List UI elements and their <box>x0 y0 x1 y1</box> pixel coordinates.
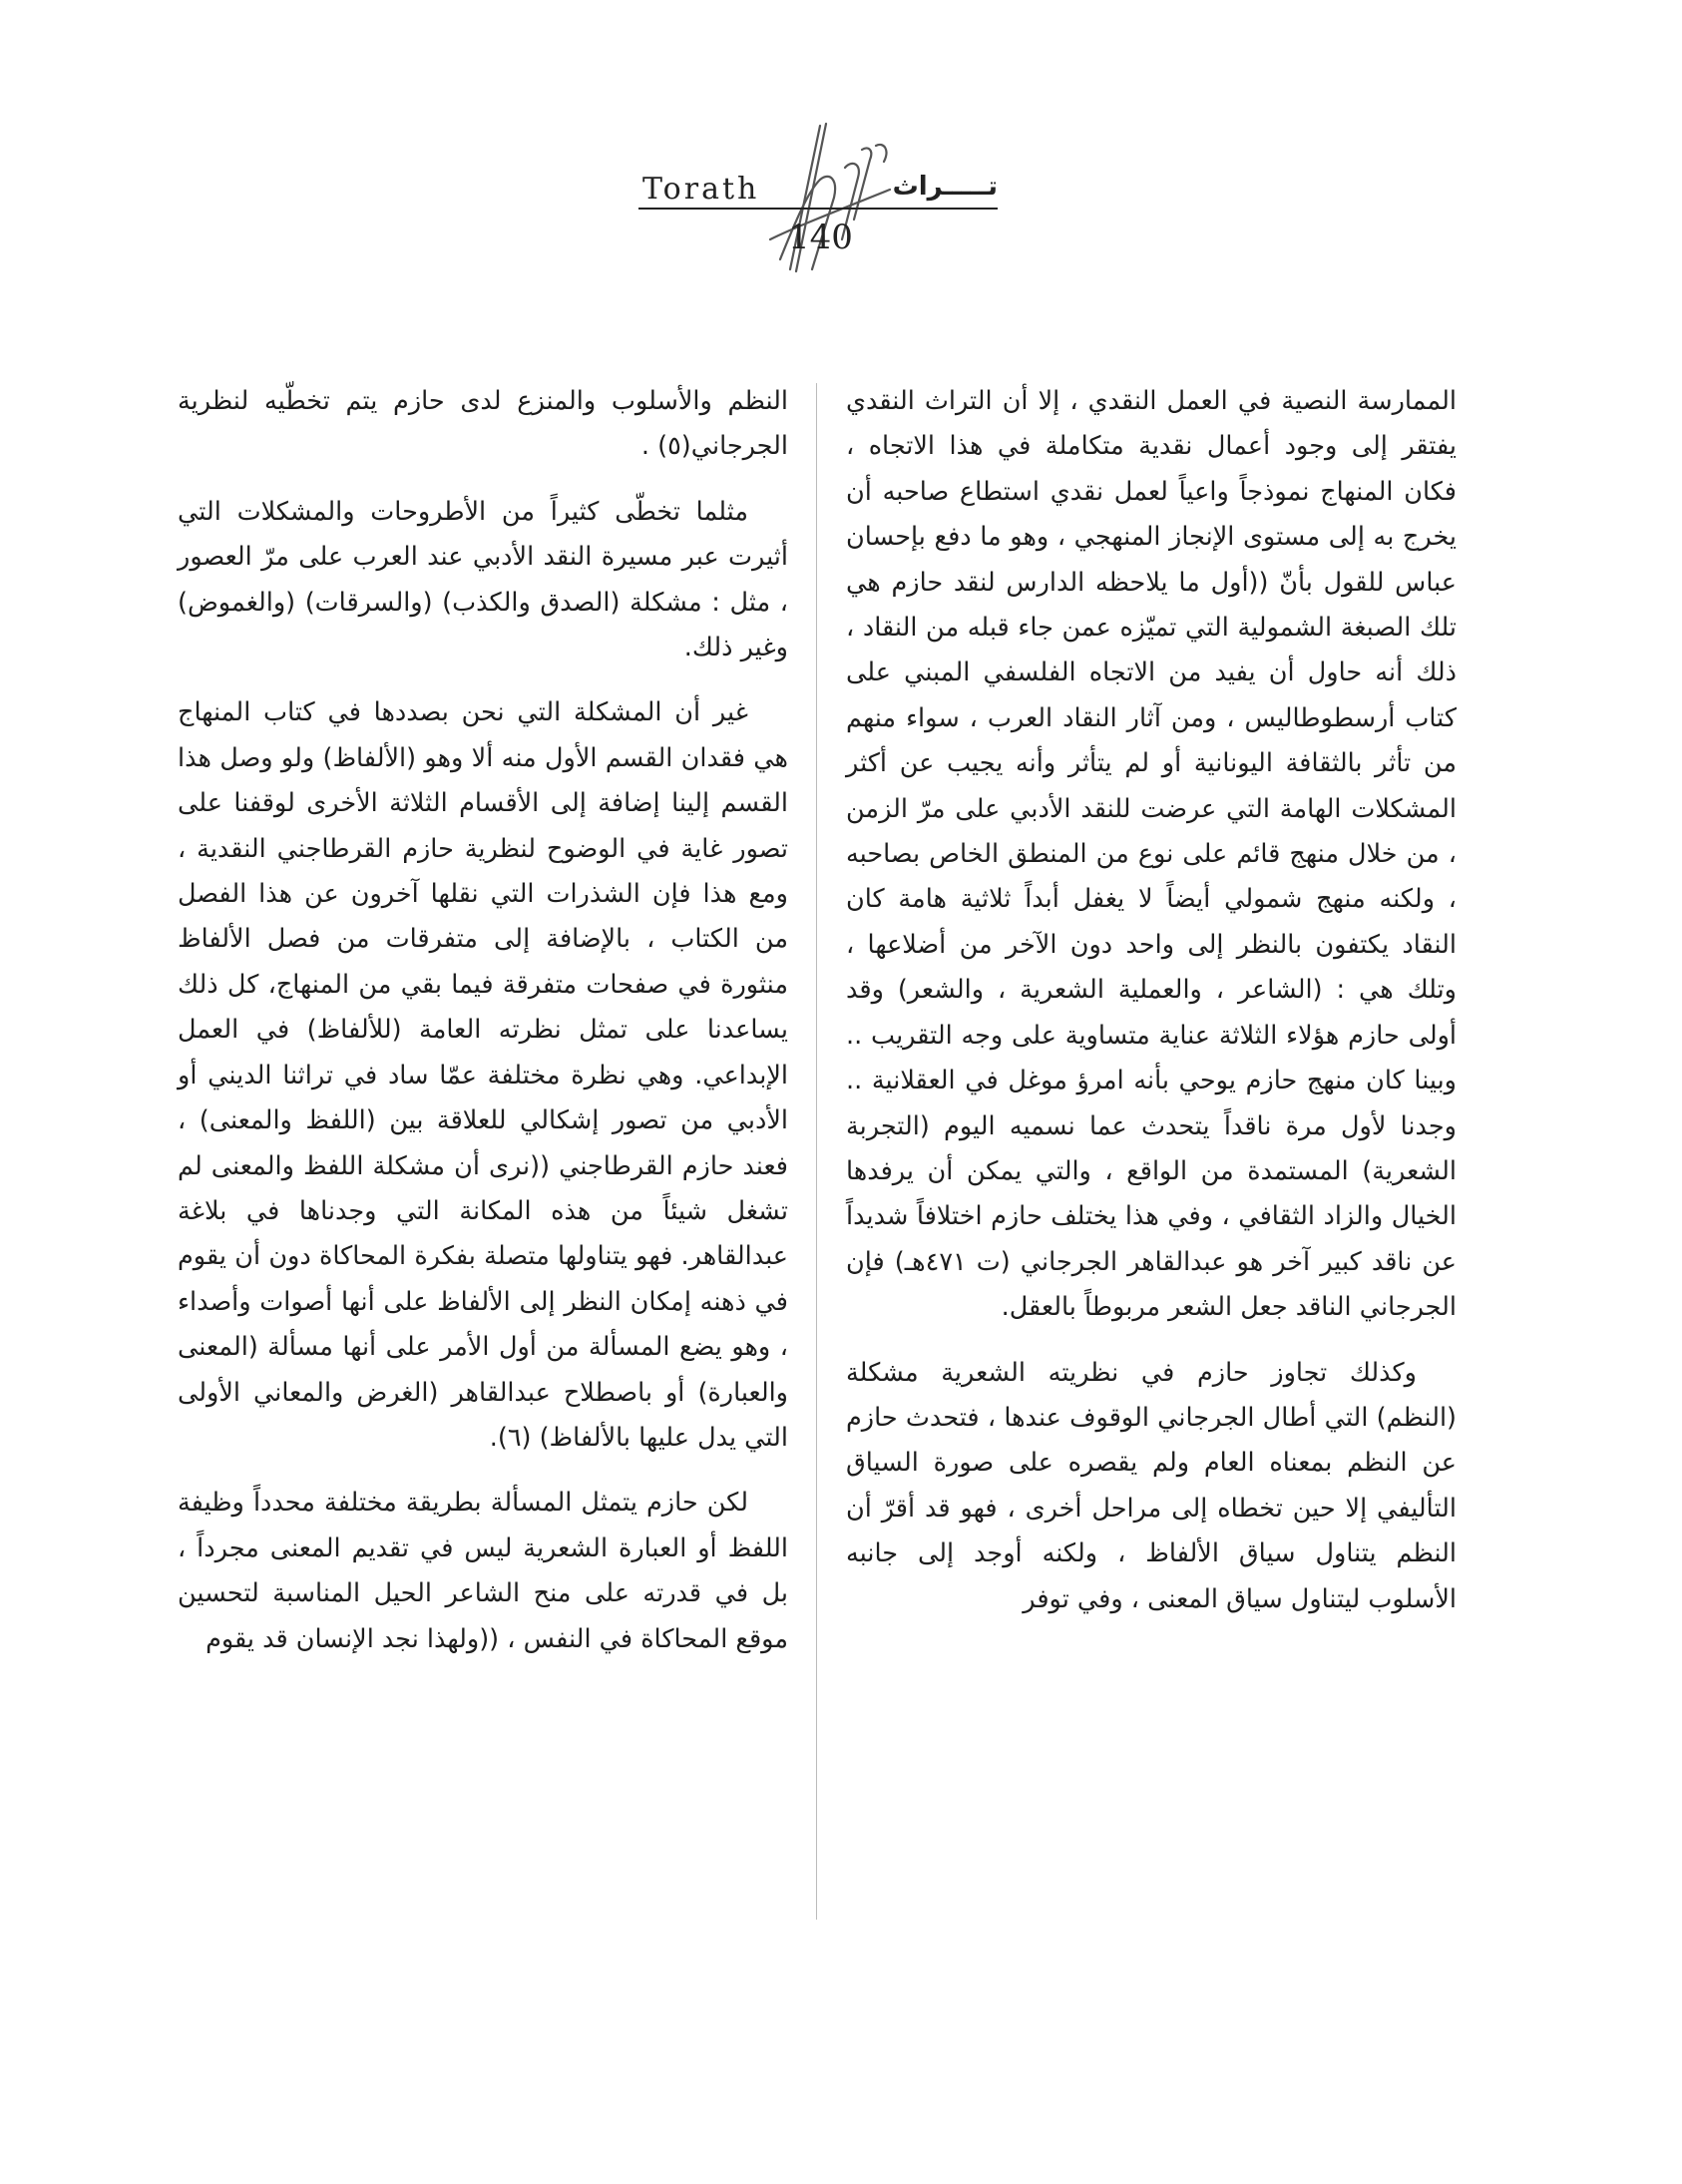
left-column <box>178 379 788 1662</box>
page-header <box>638 120 998 269</box>
right-paragraph-1: الممارسة النصية في العمل النقدي ، إلا أن التراث النقدي يفتقر إلى وجود أعمال نقدية متكاملة في هذا الاتجاه ، فكان المنهاج نموذجاً واعياً لعمل نقدي استطاع صاحبه أن يخرج به إلى مستوى الإنجاز المنهجي ، وهو ما دفع بإحسان عباس للقول بأنّ ((أول ما يلاحظه الدارس لنقد حازم هي تلك الصبغة الشمولية التي تميّزه عمن جاء قبله من النقاد ، ذلك أنه حاول أن يفيد من الاتجاه الفلسفي المبني على كتاب أرسطوطاليس ، ومن آثار النقاد العرب ، سواء منهم من تأثر بالثقافة اليونانية أو لم يتأثر وأنه يجيب عن أكثر المشكلات الهامة التي عرضت للنقد الأدبي على مرّ الزمن ، من خلال منهج قائم على نوع من المنطق الخاص بصاحبه ، ولكنه منهج شمولي أيضاً لا يغفل أبداً ثلاثية هامة كان النقاد يكتفون بالنظر إلى واحد دون الآخر من أضلاعها ، وتلك هي : (الشاعر ، والعملية الشعرية ، والشعر) وقد أولى حازم هؤلاء الثلاثة عناية متساوية على وجه التقريب .. وبينا كان منهج حازم يوحي بأنه امرؤ موغل في العقلانية .. وجدنا لأول مرة ناقداً يتحدث عما نسميه اليوم (التجربة الشعرية) المستمدة من الواقع ، والتي يمكن أن يرفدها الخيال والزاد الثقافي ، وفي هذا يختلف حازم اختلافاً شديداً عن ناقد كبير آخر هو عبدالقاهر الجرجاني (ت ٤٧١هـ) فإن الجرجاني الناقد جعل الشعر مربوطاً بالعقل. <box>846 386 1457 1323</box>
right-paragraph-2: وكذلك تجاوز حازم في نظريته الشعرية مشكلة (النظم) التي أطال الجرجاني الوقوف عندها ، فتحدث حازم عن النظم بمعناه العام ولم يقصره على صورة السياق التأليفي إلا حين تخطاه إلى مراحل أخرى ، فهو قد أقرّ أن النظم يتناول سياق الألفاظ ، ولكنه أوجد إلى جانبه الأسلوب ليتناول سياق المعنى ، وفي توفر <box>846 1357 1457 1614</box>
page-number: 140 <box>788 218 853 257</box>
column-divider <box>816 383 817 1920</box>
brand-latin-title: Torath <box>642 172 760 207</box>
left-paragraph-2: مثلما تخطّى كثيراً من الأطروحات والمشكلات التي أثيرت عبر مسيرة النقد الأدبي عند العرب على مرّ العصور ، مثل : مشكلة (الصدق والكذب) (والسرقات) (والغموض) وغير ذلك. <box>178 496 788 663</box>
right-column <box>846 379 1457 1622</box>
left-paragraph-3: غير أن المشكلة التي نحن بصددها في كتاب المنهاج هي فقدان القسم الأول منه ألا وهو (الألفاظ) ولو وصل هذا القسم إلينا إضافة إلى الأقسام الثلاثة الأخرى لوقفنا على تصور غاية في الوضوح لنظرية حازم القرطاجني النقدية ، ومع هذا فإن الشذرات التي نقلها آخرون عن هذا الفصل من الكتاب ، بالإضافة إلى متفرقات من فصل الألفاظ منثورة في صفحات متفرقة فيما بقي من المنهاج، كل ذلك يساعدنا على تمثل نظرته العامة (للألفاظ) في العمل الإبداعي. وهي نظرة مختلفة عمّا ساد في تراثنا الديني أو الأدبي من تصور إشكالي للعلاقة بين (اللفظ والمعنى) ، فعند حازم القرطاجني ((نرى أن مشكلة اللفظ والمعنى لم تشغل شيئاً من هذه المكانة التي وجدناها في بلاغة عبدالقاهر. فهو يتناولها متصلة بفكرة المحاكاة دون أن يقوم في ذهنه إمكان النظر إلى الألفاظ على أنها أصوات وأصداء ، وهو يضع المسألة من أول الأمر على أنها مسألة (المعنى والعبارة) أو باصطلاح عبدالقاهر (الغرض والمعاني الأولى التي يدل عليها بالألفاظ) (٦). <box>178 697 788 1453</box>
torath-calligraphy-logo-icon <box>750 120 900 289</box>
left-paragraph-4: لكن حازم يتمثل المسألة بطريقة مختلفة محدداً وظيفة اللفظ أو العبارة الشعرية ليس في تقديم المعنى مجرداً ، بل في قدرته على منح الشاعر الحيل المناسبة لتحسين موقع المحاكاة في النفس ، ((ولهذا نجد الإنسان قد يقوم <box>178 1488 788 1654</box>
header-rule <box>638 208 998 210</box>
brand-arabic-title: تـــــراث <box>892 172 998 202</box>
left-paragraph-1: النظم والأسلوب والمنزع لدى حازم يتم تخطّيه لنظرية الجرجاني(٥) . <box>178 386 788 462</box>
